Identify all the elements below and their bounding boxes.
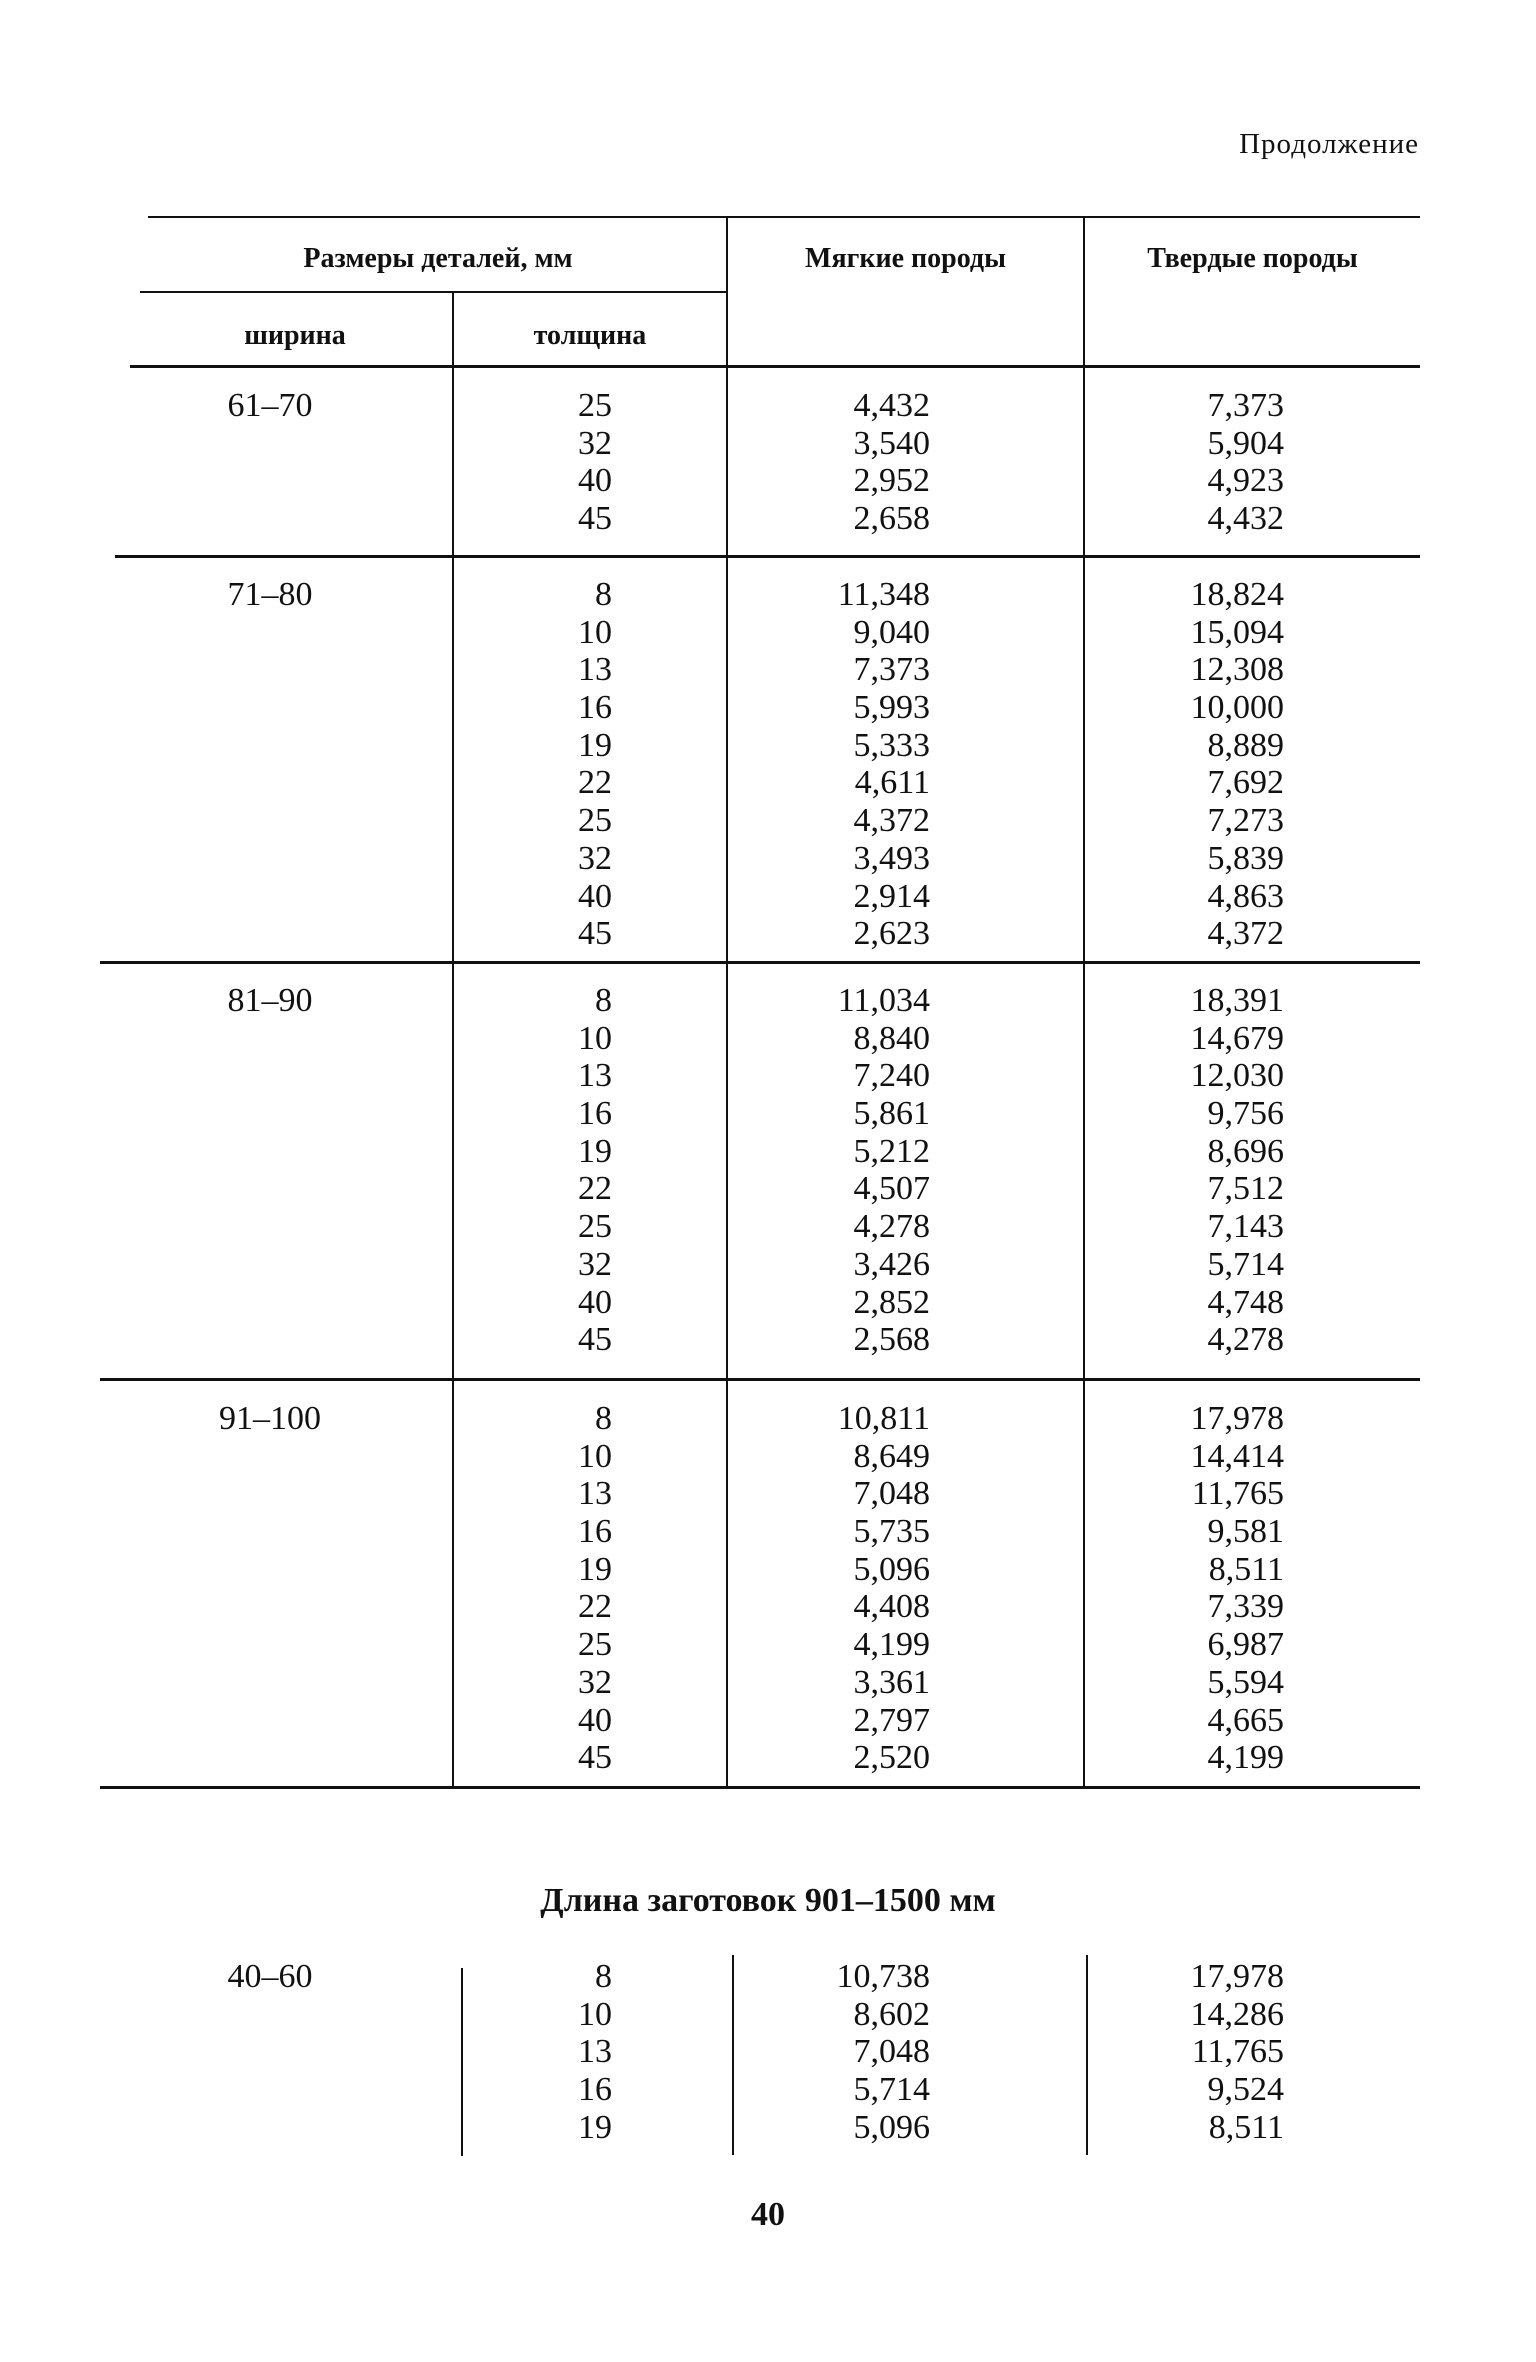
soft-value: 4,199	[853, 1626, 930, 1664]
thickness-value: 13	[578, 651, 612, 689]
hard-value: 9,756	[1207, 1095, 1284, 1133]
hard-value: 5,594	[1207, 1663, 1284, 1701]
section-title: Длина заготовок 901–1500 мм	[540, 1882, 996, 1919]
thickness-value: 40	[578, 462, 612, 500]
hard-value: 18,391	[1190, 982, 1284, 1019]
group-width-81-90: 81–90	[227, 982, 313, 1019]
table-bottom-rule	[100, 1786, 1420, 1789]
thickness-value: 13	[578, 1057, 612, 1095]
header-soft-woods: Мягкие породы	[805, 243, 1006, 274]
hard-value: 7,143	[1207, 1208, 1284, 1246]
thickness-value: 22	[578, 1588, 612, 1626]
soft-value: 2,797	[853, 1701, 930, 1739]
thickness-value: 16	[578, 1513, 612, 1551]
thickness-value: 13	[578, 2033, 612, 2071]
hard-value: 17,978	[1190, 1400, 1284, 1437]
thickness-value: 8	[595, 1400, 612, 1437]
hard-value: 11,765	[1191, 1475, 1284, 1513]
hard-value: 7,512	[1207, 1170, 1284, 1208]
soft-value: 4,408	[853, 1588, 930, 1626]
group-divider-2	[100, 961, 1420, 964]
soft-value: 5,096	[853, 1550, 930, 1588]
soft-value: 5,735	[853, 1513, 930, 1551]
soft-value: 5,714	[853, 2071, 930, 2109]
hard-value: 14,286	[1190, 1995, 1284, 2033]
soft-value: 3,540	[853, 424, 930, 462]
thickness-value: 32	[578, 1663, 612, 1701]
hard-value: 4,863	[1207, 877, 1284, 915]
group-thickness-list	[512, 982, 612, 1359]
soft-value: 5,333	[853, 726, 930, 764]
hard-value: 4,665	[1207, 1701, 1284, 1739]
thickness-value: 45	[578, 1321, 612, 1359]
hard-value: 5,904	[1207, 424, 1284, 462]
thickness-value: 32	[578, 839, 612, 877]
thickness-value: 10	[578, 1437, 612, 1475]
hard-value: 4,372	[1207, 915, 1284, 953]
col-divider-thickness-soft	[726, 216, 728, 1788]
soft-value: 4,507	[853, 1170, 930, 1208]
thickness-value: 40	[578, 1701, 612, 1739]
soft-value: 7,373	[853, 651, 930, 689]
group-soft-list	[770, 982, 930, 1359]
soft-value: 4,372	[853, 802, 930, 840]
thickness-value: 10	[578, 613, 612, 651]
hard-value: 17,978	[1190, 1958, 1284, 1995]
soft-value: 2,658	[853, 500, 930, 538]
hard-value: 14,679	[1190, 1019, 1284, 1057]
soft-value: 11,348	[837, 576, 930, 613]
thickness-value: 19	[578, 1550, 612, 1588]
header-thickness: толщина	[533, 320, 647, 351]
thickness-value: 22	[578, 764, 612, 802]
group-width-71-80: 71–80	[227, 576, 313, 613]
hard-value: 12,030	[1190, 1057, 1284, 1095]
soft-value: 3,361	[853, 1663, 930, 1701]
hard-value: 8,511	[1208, 1550, 1284, 1588]
hard-value: 7,692	[1207, 764, 1284, 802]
group-soft-list	[770, 387, 930, 538]
thickness-value: 32	[578, 424, 612, 462]
group-soft-list	[770, 1400, 930, 1777]
hard-value: 4,748	[1207, 1283, 1284, 1321]
group-hard-list	[1124, 576, 1284, 953]
soft-value: 8,649	[853, 1437, 930, 1475]
header-bottom-rule	[130, 365, 1420, 368]
soft-value: 9,040	[853, 613, 930, 651]
header-hard-woods: Твердые породы	[1147, 243, 1358, 274]
hard-value: 12,308	[1190, 651, 1284, 689]
soft-value: 5,993	[853, 689, 930, 727]
thickness-value: 19	[578, 2108, 612, 2146]
header-dimensions: Размеры деталей, мм	[303, 243, 573, 274]
thickness-value: 19	[578, 726, 612, 764]
section2-soft-list	[770, 1958, 930, 2146]
soft-value: 2,952	[853, 462, 930, 500]
soft-value: 5,096	[853, 2108, 930, 2146]
hard-value: 8,696	[1207, 1132, 1284, 1170]
thickness-value: 10	[578, 1019, 612, 1057]
soft-value: 4,611	[854, 764, 930, 802]
header-group-rule	[140, 291, 726, 293]
soft-value: 5,861	[853, 1095, 930, 1133]
header-width: ширина	[244, 320, 346, 351]
thickness-value: 13	[578, 1475, 612, 1513]
thickness-value: 40	[578, 877, 612, 915]
page-number: 40	[751, 2196, 785, 2233]
group-hard-list	[1124, 1400, 1284, 1777]
section2-divider-3	[1086, 1955, 1088, 2155]
continuation-label: Продолжение	[1239, 128, 1419, 160]
thickness-value: 45	[578, 1739, 612, 1777]
soft-value: 8,840	[853, 1019, 930, 1057]
soft-value: 2,852	[853, 1283, 930, 1321]
col-divider-width-thickness	[452, 292, 454, 1788]
section2-thickness-list	[512, 1958, 612, 2146]
soft-value: 8,602	[853, 1995, 930, 2033]
thickness-value: 25	[578, 802, 612, 840]
hard-value: 8,511	[1208, 2108, 1284, 2146]
hard-value: 4,278	[1207, 1321, 1284, 1359]
soft-value: 3,493	[853, 839, 930, 877]
soft-value: 3,426	[853, 1245, 930, 1283]
thickness-value: 16	[578, 689, 612, 727]
hard-value: 5,839	[1207, 839, 1284, 877]
group-divider-3	[100, 1378, 1420, 1381]
thickness-value: 45	[578, 500, 612, 538]
group-thickness-list	[512, 1400, 612, 1777]
hard-value: 11,765	[1191, 2033, 1284, 2071]
soft-value: 2,914	[853, 877, 930, 915]
hard-value: 14,414	[1190, 1437, 1284, 1475]
hard-value: 4,923	[1207, 462, 1284, 500]
group-thickness-list	[512, 387, 612, 538]
hard-value: 18,824	[1190, 576, 1284, 613]
group-hard-list	[1124, 387, 1284, 538]
soft-value: 4,432	[853, 387, 930, 424]
thickness-value: 25	[578, 1208, 612, 1246]
soft-value: 5,212	[853, 1132, 930, 1170]
soft-value: 7,048	[853, 2033, 930, 2071]
hard-value: 7,373	[1207, 387, 1284, 424]
thickness-value: 25	[578, 1626, 612, 1664]
thickness-value: 40	[578, 1283, 612, 1321]
hard-value: 6,987	[1207, 1626, 1284, 1664]
group-divider-1	[115, 555, 1420, 558]
table-top-rule	[148, 216, 1420, 218]
hard-value: 4,199	[1207, 1739, 1284, 1777]
section2-hard-list	[1124, 1958, 1284, 2146]
thickness-value: 25	[578, 387, 612, 424]
section2-width-40-60: 40–60	[227, 1958, 313, 1995]
thickness-value: 16	[578, 2071, 612, 2109]
hard-value: 4,432	[1207, 500, 1284, 538]
section2-divider-2	[732, 1955, 734, 2155]
hard-value: 9,581	[1207, 1513, 1284, 1551]
thickness-value: 8	[595, 982, 612, 1019]
hard-value: 10,000	[1190, 689, 1284, 727]
hard-value: 9,524	[1207, 2071, 1284, 2109]
section2-divider-1	[461, 1968, 463, 2156]
soft-value: 7,048	[853, 1475, 930, 1513]
col-divider-soft-hard	[1083, 216, 1085, 1788]
thickness-value: 8	[595, 576, 612, 613]
hard-value: 8,889	[1207, 726, 1284, 764]
thickness-value: 45	[578, 915, 612, 953]
group-width-91-100: 91–100	[219, 1400, 321, 1437]
soft-value: 2,623	[853, 915, 930, 953]
hard-value: 7,339	[1207, 1588, 1284, 1626]
soft-value: 11,034	[837, 982, 930, 1019]
group-thickness-list	[512, 576, 612, 953]
soft-value: 2,568	[853, 1321, 930, 1359]
thickness-value: 22	[578, 1170, 612, 1208]
group-width-61-70: 61–70	[227, 387, 313, 424]
soft-value: 7,240	[853, 1057, 930, 1095]
thickness-value: 19	[578, 1132, 612, 1170]
thickness-value: 16	[578, 1095, 612, 1133]
thickness-value: 8	[595, 1958, 612, 1995]
hard-value: 7,273	[1207, 802, 1284, 840]
thickness-value: 32	[578, 1245, 612, 1283]
soft-value: 10,738	[836, 1958, 930, 1995]
group-hard-list	[1124, 982, 1284, 1359]
group-soft-list	[770, 576, 930, 953]
thickness-value: 10	[578, 1995, 612, 2033]
hard-value: 15,094	[1190, 613, 1284, 651]
soft-value: 2,520	[853, 1739, 930, 1777]
hard-value: 5,714	[1207, 1245, 1284, 1283]
soft-value: 10,811	[837, 1400, 930, 1437]
soft-value: 4,278	[853, 1208, 930, 1246]
